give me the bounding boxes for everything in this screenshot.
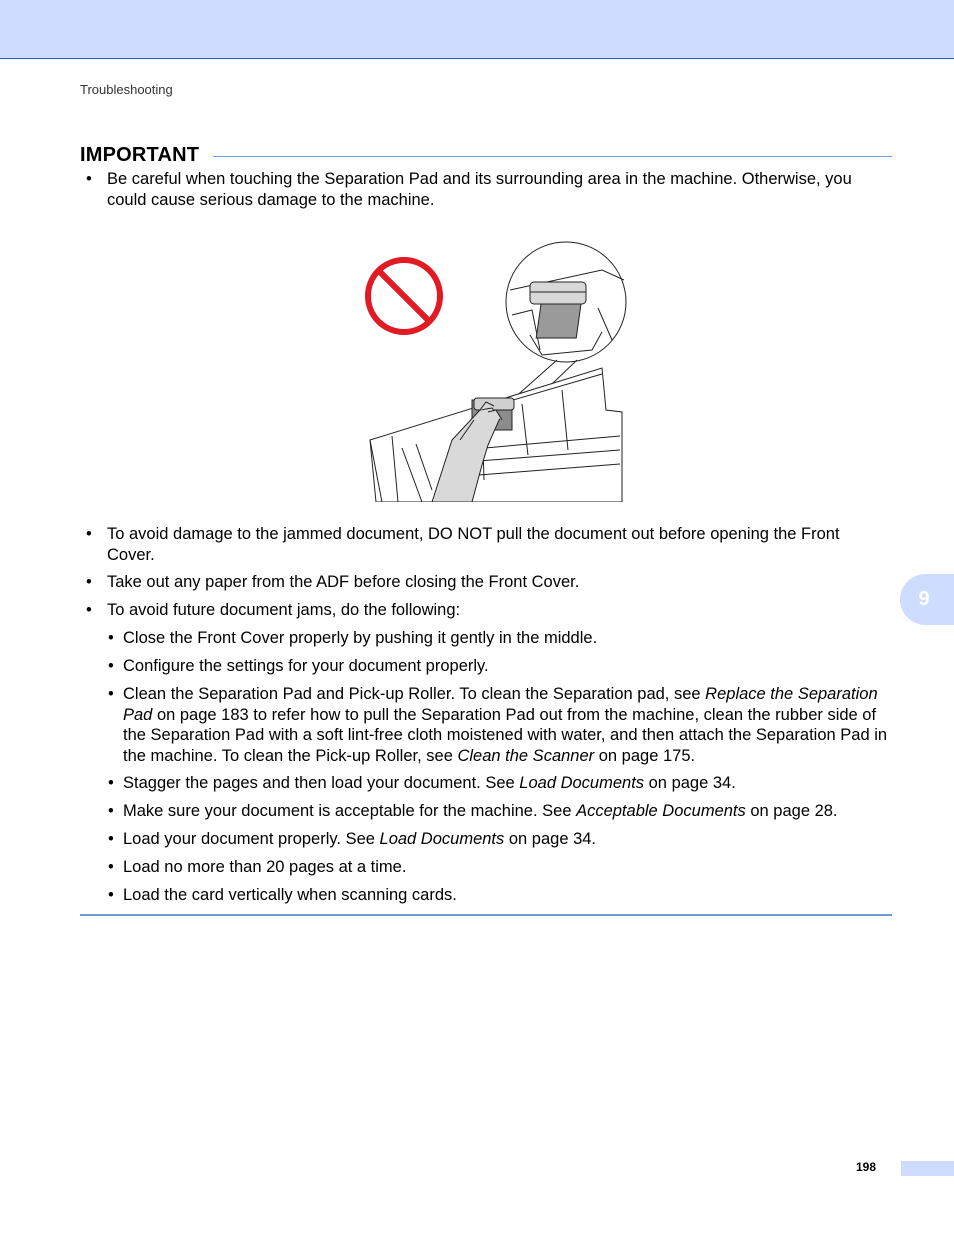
top-header-band [0, 0, 954, 59]
sub-list-item [108, 801, 892, 822]
bullet-glyph: • [108, 685, 114, 703]
list-item-text: Take out any paper from the ADF before closing the Front Cover. [107, 573, 580, 591]
bullet-glyph: • [108, 774, 114, 792]
text-run: on page 28. [745, 802, 838, 820]
text-run: Stagger the pages and then load your document. See [123, 774, 520, 792]
bullet-glyph: • [108, 657, 114, 675]
list-item-text: Configure the settings for your document properly. [123, 657, 489, 675]
page-number-tab [901, 1161, 954, 1176]
sub-list-item [108, 885, 892, 906]
text-run: Load your document properly. See [123, 830, 380, 848]
list-item [86, 600, 886, 621]
list-item [86, 572, 886, 593]
text-run: on page 175. [594, 746, 696, 765]
bullet-glyph: • [86, 573, 92, 591]
list-item-text: Load no more than 20 pages at a time. [123, 858, 407, 876]
sub-list-item [108, 773, 892, 794]
important-heading [80, 143, 892, 167]
important-end-rule [80, 914, 892, 916]
bullet-glyph: • [108, 629, 114, 647]
sub-list-item [108, 628, 892, 649]
important-title: IMPORTANT [80, 143, 200, 166]
list-item [86, 169, 886, 210]
list-item-text: To avoid future document jams, do the following: [107, 601, 461, 619]
separation-pad-illustration [362, 240, 628, 502]
bullet-glyph: • [108, 802, 114, 820]
cross-reference-link[interactable]: Load Documents [379, 830, 505, 848]
sub-list-item [108, 857, 892, 878]
bullet-glyph: • [108, 830, 114, 848]
sub-list-item [108, 656, 892, 677]
sub-list-item [108, 684, 892, 766]
scanner-body [370, 368, 622, 502]
prohibition-icon [368, 260, 440, 332]
text-run: on page 34. [504, 830, 597, 848]
important-text: Be careful when touching the Separation Pad and its surrounding area in the machine. Otherwise, you could cause serious damage to the machine. [107, 170, 852, 209]
bullet-glyph: • [86, 525, 92, 543]
text-run: Make sure your document is acceptable for the machine. See [123, 802, 577, 820]
chapter-tab[interactable]: 9 [900, 574, 954, 625]
page-number: 198 [856, 1160, 877, 1174]
bullet-glyph: • [86, 601, 92, 619]
list-item-text [123, 801, 892, 822]
bullet-glyph: • [86, 170, 92, 188]
list-item-text [123, 829, 892, 850]
list-item-text [123, 684, 892, 766]
list-item-text: To avoid damage to the jammed document, DO NOT pull the document out before opening the Front Cover. [107, 525, 840, 564]
bullet-glyph: • [108, 886, 114, 904]
sub-list-item [108, 829, 892, 850]
important-rule [213, 156, 892, 157]
bullet-glyph: • [108, 858, 114, 876]
list-item-text: Load the card vertically when scanning cards. [123, 886, 457, 904]
list-item-text [123, 773, 892, 794]
text-run: on page 183 to refer how to pull the Separation Pad out from the machine, clean the rubber side of the Separation Pad with a soft lint-free cloth moistened with water, and then attach the Separation Pad in the machine. To clean the Pick-up Roller, see [123, 705, 888, 765]
cross-reference-link[interactable]: Acceptable Documents [576, 802, 746, 820]
list-item-text: Close the Front Cover properly by pushing it gently in the middle. [123, 629, 598, 647]
cross-reference-link[interactable]: Replace the Separation Pad [123, 685, 878, 724]
list-item [86, 524, 886, 565]
cross-reference-link[interactable]: Load Documents [519, 774, 645, 792]
running-header: Troubleshooting [80, 82, 173, 97]
text-run: Clean the Separation Pad and Pick-up Roller. To clean the Separation pad, see [123, 685, 706, 703]
cross-reference-link[interactable]: Clean the Scanner [457, 746, 595, 765]
text-run: on page 34. [644, 774, 736, 792]
